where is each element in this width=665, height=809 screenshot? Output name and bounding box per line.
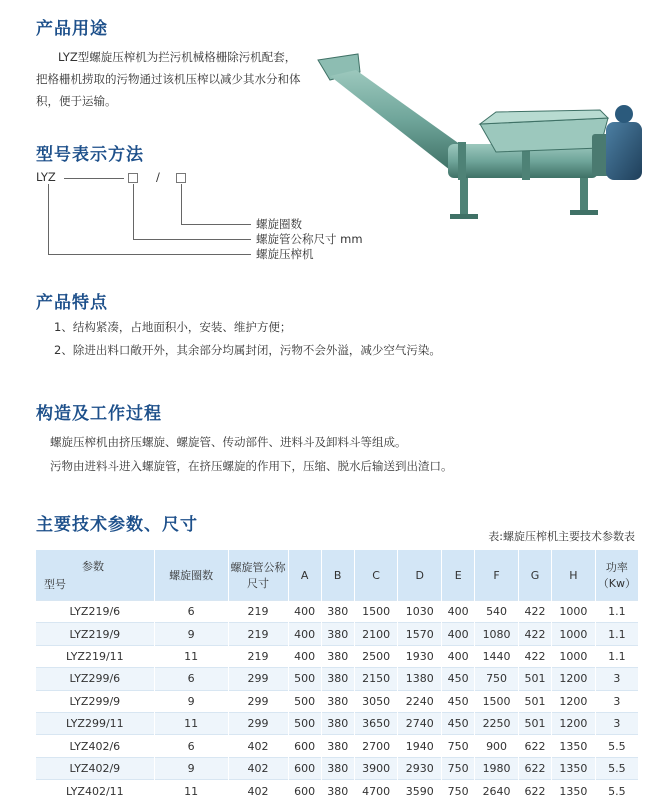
value-cell: 622 <box>518 780 551 802</box>
value-cell: 9 <box>154 757 228 779</box>
value-cell: 422 <box>518 601 551 623</box>
value-cell: 1080 <box>475 623 519 645</box>
model-cell: LYZ402/11 <box>36 780 154 802</box>
diameter-connector-v <box>133 184 134 239</box>
value-cell: 6 <box>154 735 228 757</box>
value-cell: 422 <box>518 623 551 645</box>
value-cell: 380 <box>321 623 354 645</box>
label-machine: 螺旋压榨机 <box>256 247 314 261</box>
value-cell: 2250 <box>475 712 519 734</box>
value-cell: 750 <box>442 757 475 779</box>
value-cell: 299 <box>228 690 288 712</box>
value-cell: 1200 <box>552 712 596 734</box>
value-cell: 622 <box>518 735 551 757</box>
machine-connector-h <box>48 254 251 255</box>
value-cell: 219 <box>228 623 288 645</box>
table-row <box>36 780 639 802</box>
value-cell: 3 <box>595 712 638 734</box>
value-cell: 1350 <box>552 780 596 802</box>
header-cell: 功率（Kw） <box>595 550 638 601</box>
model-cell: LYZ219/9 <box>36 623 154 645</box>
value-cell: 1350 <box>552 735 596 757</box>
value-cell: 1.1 <box>595 645 638 667</box>
value-cell: 450 <box>442 690 475 712</box>
model-cell: LYZ219/11 <box>36 645 154 667</box>
value-cell: 402 <box>228 757 288 779</box>
value-cell: 501 <box>518 690 551 712</box>
value-cell: 1030 <box>398 601 442 623</box>
value-cell: 750 <box>475 668 519 690</box>
value-cell: 380 <box>321 690 354 712</box>
table-row <box>36 712 639 734</box>
feature-item: 1、结构紧凑，占地面积小，安装、维护方便； <box>54 320 292 334</box>
header-cell: C <box>354 550 398 601</box>
value-cell: 11 <box>154 780 228 802</box>
value-cell: 3050 <box>354 690 398 712</box>
value-cell: 1380 <box>398 668 442 690</box>
value-cell: 400 <box>288 645 321 667</box>
header-cell: D <box>398 550 442 601</box>
value-cell: 1500 <box>475 690 519 712</box>
table-row <box>36 735 639 757</box>
value-cell: 380 <box>321 668 354 690</box>
value-cell: 5.5 <box>595 735 638 757</box>
header-cell: B <box>321 550 354 601</box>
table-row <box>36 645 639 667</box>
value-cell: 500 <box>288 712 321 734</box>
features-section-title: 产品特点 <box>36 293 108 313</box>
value-cell: 299 <box>228 712 288 734</box>
table-row <box>36 690 639 712</box>
value-cell: 1200 <box>552 690 596 712</box>
value-cell: 380 <box>321 780 354 802</box>
value-cell: 400 <box>288 601 321 623</box>
value-cell: 3 <box>595 690 638 712</box>
value-cell: 1500 <box>354 601 398 623</box>
value-cell: 11 <box>154 645 228 667</box>
value-cell: 380 <box>321 645 354 667</box>
params-section-title: 主要技术参数、尺寸 <box>36 515 198 535</box>
value-cell: 1000 <box>552 645 596 667</box>
table-caption: 表:螺旋压榨机主要技术参数表 <box>488 530 635 543</box>
value-cell: 219 <box>228 645 288 667</box>
table-header-row <box>36 550 639 601</box>
params-table <box>36 550 639 802</box>
turns-box <box>176 173 186 183</box>
value-cell: 2930 <box>398 757 442 779</box>
value-cell: 2100 <box>354 623 398 645</box>
machine-connector-v <box>48 184 49 254</box>
model-cell: LYZ299/11 <box>36 712 154 734</box>
value-cell: 750 <box>442 780 475 802</box>
structure-line: 螺旋压榨机由挤压螺旋、螺旋管、传动部件、进料斗及卸料斗等组成。 <box>50 435 407 449</box>
value-cell: 600 <box>288 757 321 779</box>
turns-connector-v <box>181 184 182 224</box>
header-cell: E <box>442 550 475 601</box>
structure-section-title: 构造及工作过程 <box>36 404 162 424</box>
value-cell: 400 <box>442 645 475 667</box>
value-cell: 380 <box>321 601 354 623</box>
diameter-connector-h <box>133 239 251 240</box>
value-cell: 1.1 <box>595 601 638 623</box>
value-cell: 2700 <box>354 735 398 757</box>
value-cell: 11 <box>154 712 228 734</box>
model-section-title: 型号表示方法 <box>36 145 144 165</box>
value-cell: 500 <box>288 690 321 712</box>
model-cell: LYZ299/9 <box>36 690 154 712</box>
value-cell: 380 <box>321 712 354 734</box>
value-cell: 2740 <box>398 712 442 734</box>
value-cell: 1570 <box>398 623 442 645</box>
header-cell: G <box>518 550 551 601</box>
value-cell: 402 <box>228 780 288 802</box>
value-cell: 5.5 <box>595 757 638 779</box>
value-cell: 1980 <box>475 757 519 779</box>
value-cell: 1940 <box>398 735 442 757</box>
value-cell: 380 <box>321 757 354 779</box>
structure-line: 污物由进料斗进入螺旋管，在挤压螺旋的作用下，压缩、脱水后输送到出渣口。 <box>50 459 453 473</box>
value-cell: 3900 <box>354 757 398 779</box>
value-cell: 2500 <box>354 645 398 667</box>
value-cell: 400 <box>442 623 475 645</box>
header-param-label: 参数 <box>82 560 104 573</box>
value-cell: 3 <box>595 668 638 690</box>
model-cell: LYZ299/6 <box>36 668 154 690</box>
table-row <box>36 757 639 779</box>
table-row <box>36 668 639 690</box>
value-cell: 3650 <box>354 712 398 734</box>
value-cell: 400 <box>288 623 321 645</box>
label-turns: 螺旋圈数 <box>256 217 302 231</box>
model-code-diagram <box>36 170 396 265</box>
label-diameter: 螺旋管公称尺寸 mm <box>256 232 363 246</box>
value-cell: 1440 <box>475 645 519 667</box>
prefix-dash <box>64 178 124 179</box>
value-cell: 900 <box>475 735 519 757</box>
value-cell: 622 <box>518 757 551 779</box>
usage-description: LYZ型螺旋压榨机为拦污机械格栅除污机配套，把格栅机捞取的污物通过该机压榨以减少其水分和体积，便于运输。 <box>36 50 301 108</box>
table-row <box>36 601 639 623</box>
value-cell: 422 <box>518 645 551 667</box>
table-row <box>36 623 639 645</box>
value-cell: 1930 <box>398 645 442 667</box>
value-cell: 750 <box>442 735 475 757</box>
value-cell: 5.5 <box>595 780 638 802</box>
params-table-body <box>36 601 639 803</box>
value-cell: 600 <box>288 735 321 757</box>
value-cell: 299 <box>228 668 288 690</box>
value-cell: 500 <box>288 668 321 690</box>
header-cell: A <box>288 550 321 601</box>
value-cell: 540 <box>475 601 519 623</box>
value-cell: 1200 <box>552 668 596 690</box>
value-cell: 9 <box>154 690 228 712</box>
feature-item: 2、除进出料口敞开外，其余部分均属封闭，污物不会外溢，减少空气污染。 <box>54 343 441 357</box>
model-cell: LYZ402/9 <box>36 757 154 779</box>
value-cell: 1000 <box>552 623 596 645</box>
value-cell: 4700 <box>354 780 398 802</box>
value-cell: 1.1 <box>595 623 638 645</box>
value-cell: 501 <box>518 668 551 690</box>
header-cell: F <box>475 550 519 601</box>
header-cell: H <box>552 550 596 601</box>
usage-section-title: 产品用途 <box>36 19 108 39</box>
value-cell: 450 <box>442 668 475 690</box>
value-cell: 2640 <box>475 780 519 802</box>
value-cell: 600 <box>288 780 321 802</box>
value-cell: 2240 <box>398 690 442 712</box>
value-cell: 2150 <box>354 668 398 690</box>
value-cell: 6 <box>154 668 228 690</box>
value-cell: 450 <box>442 712 475 734</box>
model-prefix: LYZ <box>36 170 56 184</box>
value-cell: 402 <box>228 735 288 757</box>
turns-connector-h <box>181 224 251 225</box>
header-cell-diagonal <box>36 550 154 601</box>
header-cell: 螺旋圈数 <box>154 550 228 601</box>
header-cell: 螺旋管公称尺寸 <box>228 550 288 601</box>
value-cell: 9 <box>154 623 228 645</box>
value-cell: 1350 <box>552 757 596 779</box>
value-cell: 3590 <box>398 780 442 802</box>
value-cell: 380 <box>321 735 354 757</box>
model-cell: LYZ402/6 <box>36 735 154 757</box>
model-cell: LYZ219/6 <box>36 601 154 623</box>
value-cell: 6 <box>154 601 228 623</box>
value-cell: 1000 <box>552 601 596 623</box>
value-cell: 400 <box>442 601 475 623</box>
value-cell: 219 <box>228 601 288 623</box>
model-slash: / <box>156 170 160 184</box>
value-cell: 501 <box>518 712 551 734</box>
diameter-box <box>128 173 138 183</box>
header-model-label: 型号 <box>44 578 66 591</box>
